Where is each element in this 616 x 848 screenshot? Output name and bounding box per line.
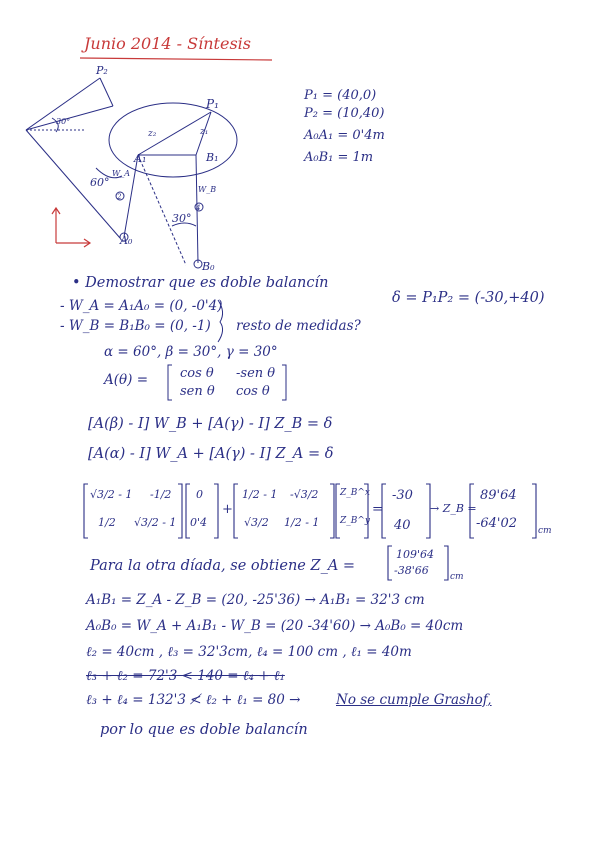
rotation-r1c2: -sen θ [236, 366, 276, 381]
label-angle-30b: 30° [172, 212, 192, 225]
a1b1-line: A₁B₁ = Z_A - Z_B = (20, -25'36) → A₁B₁ = 32'3 cm [86, 592, 425, 608]
label-b0: B₀ [202, 260, 215, 273]
m1-d: √3/2 - 1 [134, 516, 177, 529]
v2-a: Z_B^x [340, 488, 370, 498]
m2-a: 1/2 - 1 [242, 488, 278, 501]
label-angle-60: 60° [90, 176, 110, 189]
label-wa: W_A [112, 169, 130, 178]
zb-unit: cm [538, 526, 552, 536]
grashof-line: ℓ₃ + ℓ₄ = 132'3 ≮ ℓ₂ + ℓ₁ = 80 → [86, 692, 301, 708]
zb-y: -64'02 [476, 516, 518, 531]
za-y: -38'66 [394, 564, 429, 577]
za-x: 109'64 [396, 548, 435, 561]
rotation-label: A(θ) = [104, 372, 149, 388]
given-p1: P₁ = (40,0) [304, 88, 377, 103]
a0b0-line: A₀B₀ = W_A + A₁B₁ - W_B = (20 -34'60) → A₀B₀ = 40cm [86, 618, 464, 634]
label-a0: A₀ [120, 234, 133, 247]
struck-line: ℓ₃ + ℓ₂ = 72'3 < 140 = ℓ₄ + ℓ₁ [86, 668, 285, 684]
para-text: Para la otra díada, se obtiene Z_A = [90, 558, 356, 574]
label-b1: B₁ [206, 151, 219, 164]
plus-sign: + [222, 502, 233, 517]
m1-c: 1/2 [98, 516, 116, 529]
m1-a: √3/2 - 1 [90, 488, 133, 501]
label-p2: P₂ [96, 64, 108, 77]
label-a1: A₁ [134, 152, 147, 165]
m2-d: 1/2 - 1 [284, 516, 320, 529]
v2-b: Z_B^y [340, 516, 370, 526]
given-a0a1: A₀A₁ = 0'4m [304, 128, 385, 143]
equation-2: [A(α) - I] W_A + [A(γ) - I] Z_A = δ [88, 446, 334, 462]
conclusion: por lo que es doble balancín [100, 722, 308, 738]
label-wb: W_B [198, 185, 217, 194]
label-p1: P₁ [206, 97, 219, 111]
m2-b: -√3/2 [290, 488, 319, 501]
wa-definition: - W_A = A₁A₀ = (0, -0'4) [60, 298, 223, 314]
label-angle-30a: 30° [56, 117, 71, 126]
equation-1: [A(β) - I] W_B + [A(γ) - I] Z_B = δ [88, 416, 333, 432]
label-node-2: 2 [117, 193, 122, 201]
rotation-r1c1: cos θ [180, 366, 214, 381]
zb-arrow: → Z_B = [430, 502, 477, 515]
given-a0b1: A₀B₁ = 1m [304, 150, 374, 165]
delta-vector: δ = P₁P₂ = (-30,+40) [392, 290, 545, 306]
page-title: Junio 2014 - Síntesis [84, 34, 251, 53]
rotation-r2c1: sen θ [180, 384, 215, 399]
v1-a: 0 [196, 488, 203, 501]
rhs-a: -30 [392, 488, 413, 503]
resto-medidas: resto de medidas? [236, 318, 361, 334]
rotation-r2c2: cos θ [236, 384, 270, 399]
za-unit: cm [450, 572, 464, 582]
given-p2: P₂ = (10,40) [304, 106, 385, 121]
wb-definition: - W_B = B₁B₀ = (0, -1) [60, 318, 211, 334]
m1-b: -1/2 [150, 488, 172, 501]
angles-line: α = 60°, β = 30°, γ = 30° [104, 344, 278, 360]
lengths-line: ℓ₂ = 40cm , ℓ₃ = 32'3cm, ℓ₄ = 100 cm , ℓ₁ = 40m [86, 644, 412, 660]
statement-bullet: • Demostrar que es doble balancín [72, 275, 329, 291]
m2-c: √3/2 [244, 516, 269, 529]
label-node-4: 4 [196, 204, 201, 212]
grashof-note: No se cumple Grashof, [336, 692, 492, 708]
v1-b: 0'4 [190, 516, 208, 529]
label-z2: z₂ [148, 129, 157, 139]
zb-x: 89'64 [480, 488, 517, 503]
rhs-b: 40 [394, 518, 411, 533]
equals-sign: = [372, 502, 383, 517]
label-z1: z₁ [200, 127, 209, 137]
